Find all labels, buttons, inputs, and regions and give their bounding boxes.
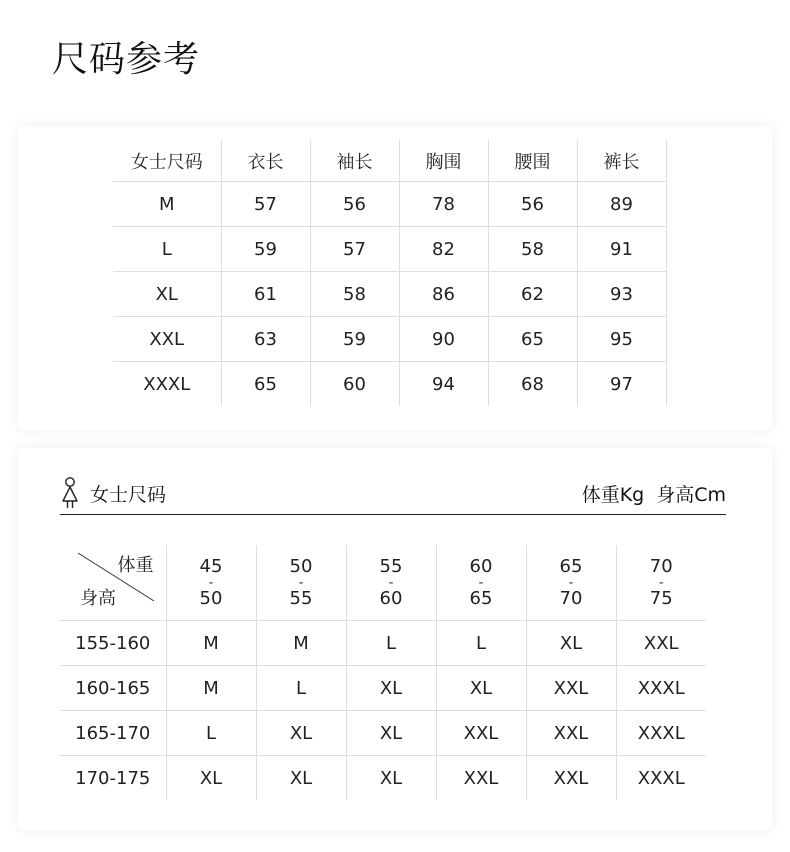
measurement-table — [113, 140, 667, 406]
value-cell: 90 — [399, 317, 488, 362]
value-cell: 68 — [488, 362, 577, 407]
header-sleeve: 袖长 — [310, 140, 399, 182]
value-cell: 56 — [310, 182, 399, 227]
weight-range-sep: - — [568, 574, 574, 591]
table-row — [113, 362, 666, 407]
size-cell: XXL — [526, 711, 616, 756]
weight-range-high: 75 — [649, 587, 673, 609]
size-cell: M — [256, 621, 346, 666]
size-cell: L — [256, 666, 346, 711]
weight-range-cell — [256, 545, 346, 621]
weight-range-sep: - — [658, 574, 664, 591]
unit-labels — [582, 480, 726, 507]
value-cell: 62 — [488, 272, 577, 317]
header-bust: 胸围 — [399, 140, 488, 182]
weight-range-sep: - — [298, 574, 304, 591]
size-cell: M — [166, 666, 256, 711]
weight-range-low: 70 — [649, 555, 673, 577]
weight-range-low: 65 — [559, 555, 583, 577]
value-cell: 58 — [488, 227, 577, 272]
value-cell: 59 — [310, 317, 399, 362]
value-cell: 65 — [221, 362, 310, 407]
height-range-cell: 155-160 — [60, 621, 166, 666]
value-cell: 57 — [310, 227, 399, 272]
weight-range-high: 60 — [379, 587, 403, 609]
weight-range-high: 70 — [559, 587, 583, 609]
weight-range-sep: - — [478, 574, 484, 591]
size-cell: XL — [346, 756, 436, 801]
size-cell: M — [113, 182, 221, 227]
size-cell: XXXL — [637, 767, 685, 789]
value-cell: 56 — [488, 182, 577, 227]
size-cell: XL — [256, 756, 346, 801]
value-cell: 78 — [399, 182, 488, 227]
size-cell: XXXL — [616, 666, 706, 711]
size-cell: XL — [346, 711, 436, 756]
value-cell: 59 — [221, 227, 310, 272]
height-range-cell: 170-175 — [60, 756, 166, 801]
size-cell: XXL — [526, 666, 616, 711]
unit-height-label: 身高Cm — [656, 484, 726, 506]
weight-range-cell — [616, 545, 706, 621]
corner-weight-label: 体重 — [117, 555, 154, 576]
value-cell: 94 — [399, 362, 488, 407]
size-cell: XXXL — [113, 362, 221, 407]
value-cell: 61 — [221, 272, 310, 317]
size-cell: L — [113, 227, 221, 272]
weight-header-row — [60, 545, 706, 621]
table-row — [113, 317, 666, 362]
size-cell: XXL — [616, 621, 706, 666]
unit-weight-label: 体重Kg — [581, 484, 645, 506]
size-cell: L — [436, 621, 526, 666]
table-row — [113, 227, 666, 272]
size-cell: XXL — [436, 711, 526, 756]
size-cell: XL — [526, 621, 616, 666]
value-cell: 93 — [577, 272, 666, 317]
value-cell: 86 — [399, 272, 488, 317]
header-size: 女士尺码 — [113, 140, 221, 182]
recommendation-title: 女士尺码 — [90, 484, 167, 506]
table-row — [113, 272, 666, 317]
header-length: 衣长 — [221, 140, 310, 182]
size-cell: XL — [346, 666, 436, 711]
woman-figure-icon — [60, 476, 80, 510]
value-cell: 63 — [221, 317, 310, 362]
weight-range-cell — [436, 545, 526, 621]
size-cell: XL — [113, 272, 221, 317]
height-range-cell: 165-170 — [60, 711, 166, 756]
corner-height-label: 身高 — [80, 588, 116, 609]
size-recommendation-table — [60, 545, 706, 800]
recommendation-header — [60, 476, 726, 515]
weight-range-sep: - — [208, 574, 214, 591]
value-cell: 82 — [399, 227, 488, 272]
weight-range-high: 55 — [289, 587, 313, 609]
weight-range-high: 65 — [469, 587, 493, 609]
value-cell: 89 — [577, 182, 666, 227]
page-title: 尺码参考 — [52, 39, 201, 80]
weight-range-low: 50 — [289, 555, 313, 577]
table-row — [60, 621, 706, 666]
weight-range-cell — [346, 545, 436, 621]
value-cell: 57 — [221, 182, 310, 227]
weight-range-low: 45 — [199, 555, 223, 577]
size-cell: XL — [256, 711, 346, 756]
size-cell: XXL — [526, 756, 616, 801]
corner-header-cell — [60, 545, 166, 621]
size-cell: XXL — [436, 756, 526, 801]
weight-range-sep: - — [388, 574, 394, 591]
size-cell: XL — [436, 666, 526, 711]
value-cell: 91 — [577, 227, 666, 272]
value-cell: 58 — [310, 272, 399, 317]
table-row — [113, 182, 666, 227]
size-cell: XXL — [113, 317, 221, 362]
weight-range-low: 60 — [469, 555, 493, 577]
weight-range-high: 50 — [199, 587, 223, 609]
size-cell: L — [166, 711, 256, 756]
header-waist: 腰围 — [488, 140, 577, 182]
weight-range-cell — [166, 545, 256, 621]
height-range-cell: 160-165 — [60, 666, 166, 711]
value-cell: 95 — [577, 317, 666, 362]
weight-range-cell — [526, 545, 616, 621]
size-cell: M — [166, 621, 256, 666]
size-cell: XL — [166, 756, 256, 801]
table-row — [60, 711, 706, 756]
table-row — [60, 666, 706, 711]
weight-range-low: 55 — [379, 555, 403, 577]
value-cell: 97 — [577, 362, 666, 407]
header-pants-length: 裤长 — [577, 140, 666, 182]
value-cell: 60 — [310, 362, 399, 407]
value-cell: 65 — [488, 317, 577, 362]
measurement-header-row — [113, 140, 666, 182]
size-cell: L — [346, 621, 436, 666]
size-cell: XXXL — [616, 711, 706, 756]
table-row — [60, 756, 706, 801]
